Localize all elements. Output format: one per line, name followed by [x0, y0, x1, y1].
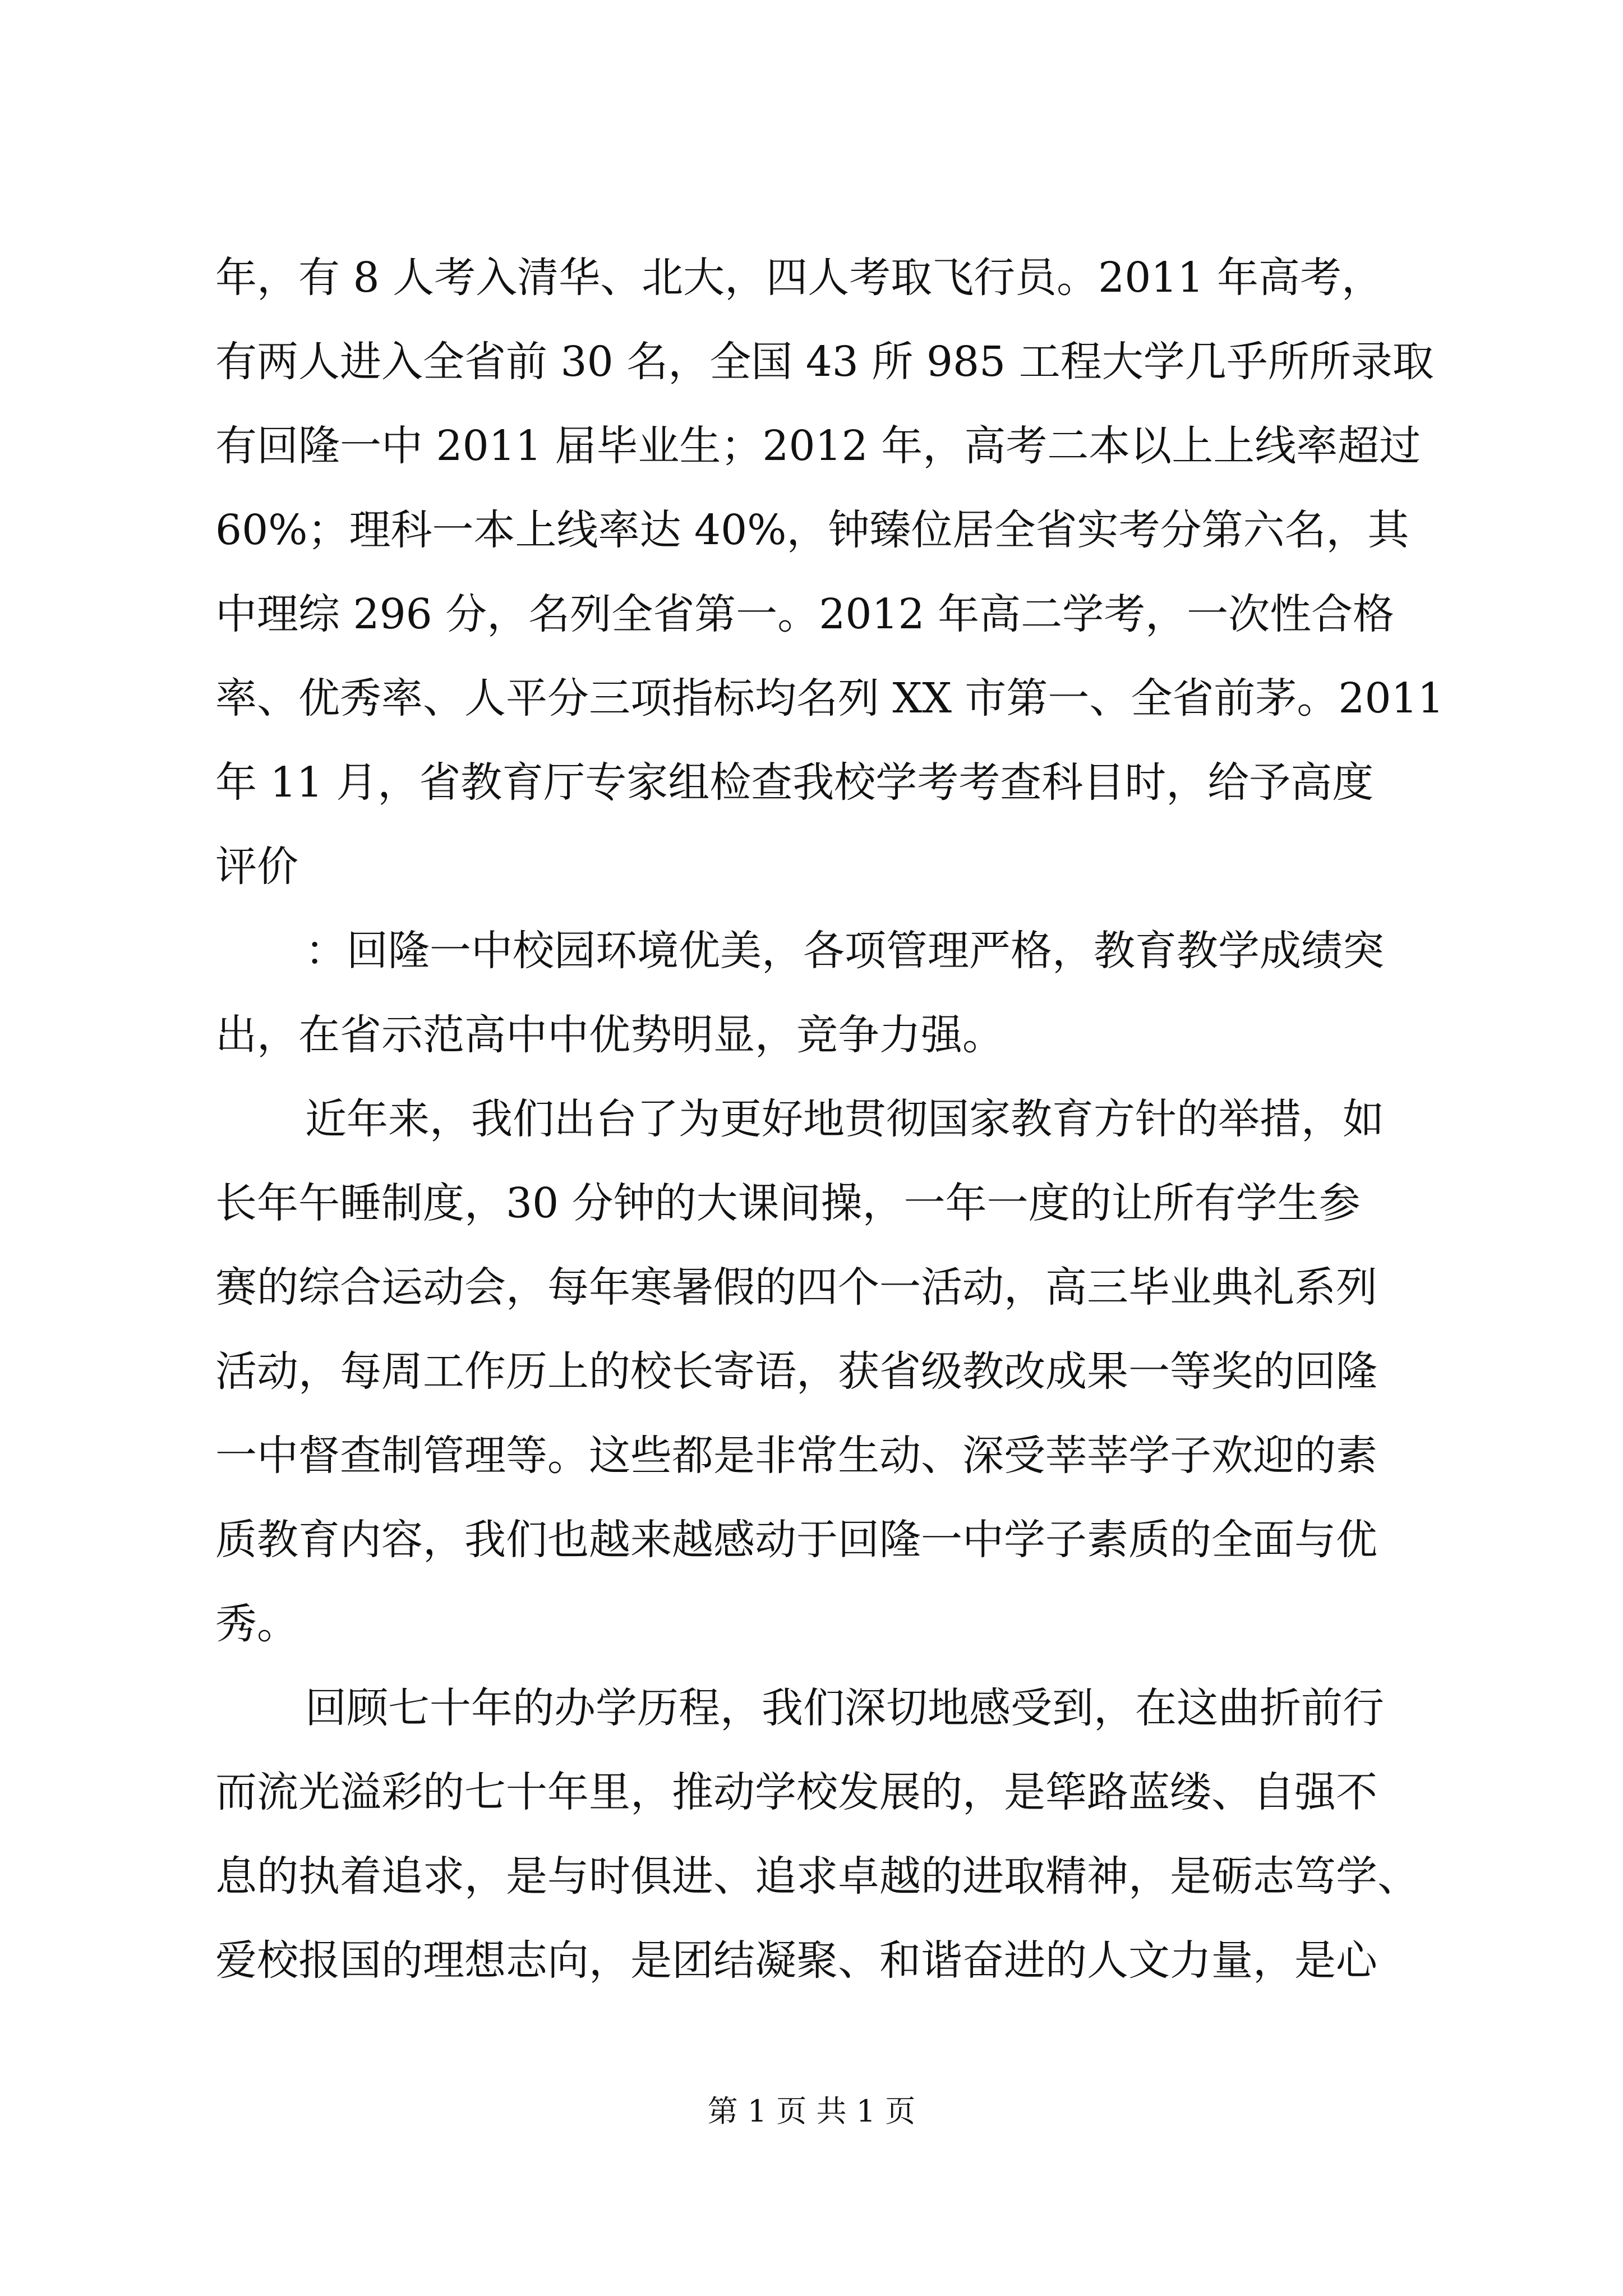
text-line: 出，在省示范高中中优势明显，竞争力强。: [215, 1011, 1004, 1059]
text-line: 息的执着追求，是与时俱进、追求卓越的进取精神，是砺志笃学、: [215, 1852, 1419, 1901]
text-line: 评价: [215, 843, 298, 891]
text-line: 有两人进入全省前 30 名，全国 43 所 985 工程大学几乎所所录取: [215, 338, 1434, 386]
paragraph-first-line: ：回隆一中校园环境优美，各项管理严格，教育教学成绩突: [305, 927, 1384, 975]
text-line: 长年午睡制度，30 分钟的大课间操，一年一度的让所有学生参: [215, 1179, 1361, 1227]
page-footer: [0, 2089, 1623, 2134]
text-line: 有回隆一中 2011 届毕业生；2012 年，高考二本以上上线率超过: [215, 422, 1421, 470]
body-text: [215, 236, 1444, 2003]
text-line: 年 11 月，省教育厅专家组检查我校学考考查科目时，给予高度: [215, 758, 1374, 807]
text-line: 年，有 8 人考入清华、北大，四人考取飞行员。2011 年高考，: [215, 254, 1383, 302]
paragraph-first-line: 近年来，我们出台了为更好地贯彻国家教育方针的举措，如: [305, 1095, 1384, 1143]
text-line: 率、优秀率、人平分三项指标均名列 XX 市第一、全省前茅。2011: [215, 674, 1444, 723]
text-line: 中理综 296 分，名列全省第一。2012 年高二学考，一次性合格: [215, 590, 1395, 638]
text-line: 爱校报国的理想志向，是团结凝聚、和谐奋进的人文力量，是心: [215, 1936, 1377, 1985]
text-line: 赛的综合运动会，每年寒暑假的四个一活动，高三毕业典礼系列: [215, 1263, 1377, 1312]
text-line: 质教育内容，我们也越来越感动于回隆一中学子素质的全面与优: [215, 1516, 1377, 1564]
text-line: 60%；理科一本上线率达 40%，钟臻位居全省实考分第六名，其: [215, 506, 1409, 554]
text-line: 活动，每周工作历上的校长寄语，获省级教改成果一等奖的回隆: [215, 1347, 1377, 1396]
paragraph-first-line: 回顾七十年的办学历程，我们深切地感受到，在这曲折前行: [305, 1684, 1384, 1732]
page-number-label: 第 1 页 共 1 页: [707, 2093, 916, 2129]
text-line: 秀。: [215, 1600, 298, 1648]
text-line: 而流光溢彩的七十年里，推动学校发展的，是筚路蓝缕、自强不: [215, 1768, 1377, 1816]
text-line: 一中督查制管理等。这些都是非常生动、深受莘莘学子欢迎的素: [215, 1432, 1377, 1480]
